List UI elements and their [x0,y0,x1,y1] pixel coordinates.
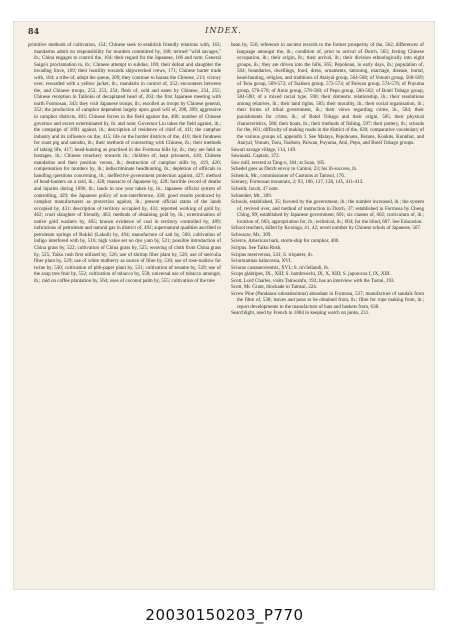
index-entry: Sawari savage village, 114, 149. [231,146,297,153]
page-number: 84 [28,26,40,36]
index-entry: Schedel goes as Dutch envoy to Canton, 23; his ill-success, ib. [231,166,358,173]
running-title: INDEX. [205,26,242,35]
index-columns [28,42,424,582]
index-entry: Scirpus. See Taiku Rush. [231,244,282,251]
index-entry: Sawazaki, Captain, 372. [231,153,280,160]
index-entry: Schneider, Mr., 309. [231,192,273,199]
index-entry: Schwarze, Mr., 309. [231,231,272,238]
index-entry: Scott, Lord Charles, visits Tainwanfu, 192; has an interview with the Taotai, 193. [231,277,395,284]
index-entry: Scenery, Formosan mountain, 2; 93, 106, 127, 128, 145, 411-413. [231,179,364,186]
index-entry: Sciurus castaneoventris, XVI.; S. m'clellandi, ib. [231,264,330,271]
index-entry: Scierce, American bark, storm-ship for camphor, 400. [231,238,340,245]
index-entry: Searchlight, used by French in 1884 in keeping watch on junks, 231. [231,310,370,317]
index-entry: Scops glabripes, IX., XIII; S. hambroechi, IX, X, XIII; S. japonicus f, IX, XIII. [231,271,391,278]
index-entry: Saw mill, erected at Tang-o, 184; at Suao, 185. [231,159,326,166]
right-column [231,42,424,582]
index-entry: School teachers, killed by Koxinga, 41, 42; novel number by Chinese schols of Japanese, 567. [231,225,422,232]
index-entry: bean by, 556; reference in ancient records to the former prosperity of the, 562; differences of language amongst the, ib.; condition of, prior to arrival of Dutch, 563; Jesting Chinese occupation, ib.; their origin, ib.; their arrival, ib.; their division ethnologically into eight groups, ib.; they are driven into the hills, 565; Pepohoan, in early days, ib.; population of, 564; boundaries, dwellings, food, dress, ornaments, tattooing, marriage, disease, burial, head-hunting, religion, and traditions of Ataiyal group, 564-568; of Vonum group, 568-569; of Tsou group, 569-572; of Tsalisen group, 572-574; of Paiwan group, 574-576; of Puyuma group, 576-578; of Amis group, 578-580; of Pepo group, 580-582; of Botel Tobago group, 584-590; of a mixed racial type, 590; their domestic relationship, ib.; their resolutions among relatives, ib.; their land rights, 583; their morality, ib.; their social organisation, ib.; their forms of tribal government, ib.; their views regarding crime, ib., 584; their punishments for crime, ib.; of Botel Tobago and their origin, 585; their physical characteristics, 586; their boats, ib.; their methods of fishing, 597; their pottery, ib.; schools for the, 601; difficulty of making roads in the district of the, 620; comparative vocabulary of the various groups of, appendix I. See Malays, Pepohoans, Botans, Koaluts, Kunnbut, and Ataiyal, Vonum, Tsou, Tsalisen, Paiwan, Puyuma, Ami, Pepo, and Botel Tobago groups. [231,42,424,147]
scanned-page [14,22,434,589]
index-entry: Screw Pine (Pandanus odoratissimus) abundant in Formosa, 537; manufacture of sandals from the fibre of, 538; leaves and pons to be obtained from, ib.; fibre for rope making from, ib.; report developments to the manufacture of hats and baskets from, 638. [231,290,424,310]
index-entry: Scirpus meerversus, 541; S. triqueter, ib. [231,251,314,258]
index-entry: Scheldt, Jacob, 47 note. [231,186,279,193]
page-header [22,26,425,38]
index-entry: Sciurotamias kalurcesia, XVI. [231,258,292,265]
left-column [28,42,221,582]
index-entry: Scott, Mr. Grant, blockade in Tamsui, 224. [231,284,318,291]
image-caption: 20030150203_P770 [145,606,304,624]
index-entry: primitive methods of cultivation, 154; Chinese seek to establish friendly relations with, 163; mandarins admit no responsibility for murders committed by, 168; termed "wild savages," ib.; China engages to control the, 164; their regard for the Japanese, 166 and note; General Saigo's proclamation to, ib.; Chinese attempt to subdue, 169; their defeat and slaughter the invading force, 169; their hostility towards shipwrecked crews, 171; Chinese barter trade with, 184; a tribe of, adopt the queue, 209; they continue to harass the Chinese, 213; victory over, rewarded with a yellow jacket, ib.; mandarin in control of, 252; encounters between the, and Chinese troops, 252, 253, 254; flesh of, sold and eaten by Chinese, 254, 255; Chinese reception in Taihoku of decapitated head of, 263; the first Japanese meeting with north Formosan, 343; they visit Japanese troops, ib.; enrolled as troops by Chinese general, 352; the production of camphor dependent largely upon good will of, 398, 399; aggressive in camphor districts, 403; Chinese forces in the field against the, 406; number of Chinese governor and escort exterminated by, ib. and note; Governor Liu takes the field against, ib.; the campaign of 1891 against, ib.; description of residence of chief of, 411; the camphor industry and its influence on the, 415; life on the border districts of the, 416; their fondness for roast pig and samshu, ib.; their methods of contracting with Chinese, ib.; their methods of taking life, 417; head-hunting as practised in the Formosa hills by, ib.; they are held as hostages, ib.; Chinese treachery towards ib.; children of, kept prisoners, 418; Chinese mandarins and their position versus, ib.; destruction of camphor stills by, 419, 420; compensation for murders by, ib.; indiscriminate headhunting, ib.; depletion of offiicals in handling questions concerning, ib.; ineffective government protection against, 427; method of head-hunters on a raid, ib.; 428; massacre of Japanese by, 428; horrible record of deaths and injuries during 1896, ib.; lands in one year taken by, ib.; Japanese official system of controlling, 429; the Japanese policy of non-interference, 430; good results produced by camphor manufacturers as protection against, ib.; present official status of the lands occupied by, 431; description of territory occupied by, 431; reported working of gold by, 462; cruel slaughter of friendly, 463; methods of obtaining gold by, ib.; extermination of native gold washers by, 465; known evidence of coal in territory controlled by, 489; indications of petroleum and natural gas in district of, 492; supernatural qualities ascribed to petroleum springs of Rokkō (Lakuli) by, 494; manufacture of salt by, 506; cultivation of indigo interfered with by, 516; high value set on dye yam by, 521; possible introduction of China grass by, 522; cultivation of China grass by, 525; weaving of cloth from China grass by, 525; Taiku rush first utilized by, 526; use of shrimp fiber plant by, 526; use of sterculia fiber plant by, 529; use of white mulberry as source of fibre by, 530; use of rose-mallow for twine by, 530; cultivation of pith-paper plant by, 531; cultivation of sesame by, 539; use of the soap tree fruit by, 552; cultivation of tobacco by, 558; universal use of tobacco amongst, ib.; raid on coffee plantation by, 564; uses of coconut palm by, 555; cultivation of the tree [28,42,221,284]
index-entry: Schenck, Mr., commissioner of Customs at Tamsui, 176. [231,172,346,179]
index-entry: Schools, established, 35; favored by the government, ib.; the number increased, ib.; the system of, revived over, and method of instruction in Dutch, 37; established in Formosa by Cheng Ching, 89; established by Japanese government, 601; six classes of, 602; curriculum of, ib.; location of, 603; appropriation for, ib.; technical, ib.; 604; for the blind, 607. See Education. [231,199,424,225]
